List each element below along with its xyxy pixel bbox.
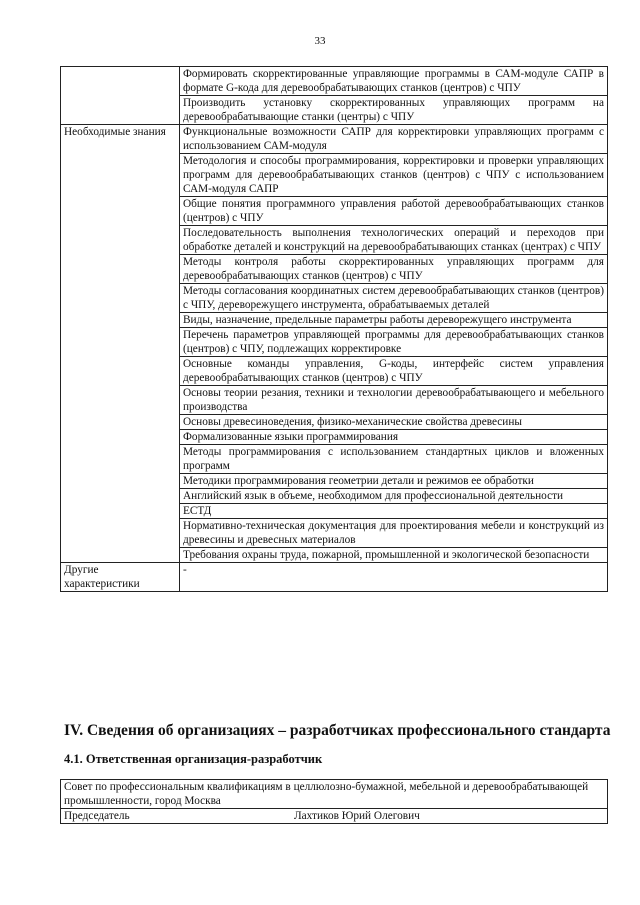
table-cell: Английский язык в объеме, необходимом для профессиональной деятельности — [180, 489, 608, 504]
table-cell: Нормативно-техническая документация для проектирования мебели и конструкций из древесины и древесных материалов — [180, 519, 608, 548]
row-label — [61, 67, 180, 125]
table-row — [61, 125, 608, 154]
table-cell: Методы согласования координатных систем деревообрабатывающих станков (центров) с ЧПУ, дереворежущего инструмента, обрабатываемых деталей — [180, 284, 608, 313]
table-cell: Методы программирования с использованием стандартных циклов и вложенных программ — [180, 445, 608, 474]
table-cell: Методики программирования геометрии детали и режимов ее обработки — [180, 474, 608, 489]
table-cell: Методы контроля работы скорректированных управляющих программ для деревообрабатывающих станков (центров) с ЧПУ — [180, 255, 608, 284]
table-cell: - — [180, 563, 608, 592]
table-cell: Последовательность выполнения технологических операций и переходов при обработке деталей и конструкций на деревообрабатывающих станках (центрах) с ЧПУ — [180, 226, 608, 255]
row-label: Необходимые знания — [61, 125, 180, 563]
table-cell: Перечень параметров управляющей программы для деревообрабатывающих станков (центров) с ЧПУ, подлежащих корректировке — [180, 328, 608, 357]
table-cell: Основные команды управления, G-коды, интерфейс систем управления деревообрабатывающих станков (центров) с ЧПУ — [180, 357, 608, 386]
organization-row — [61, 780, 608, 809]
table-row — [61, 67, 608, 96]
row-label: Другие характеристики — [61, 563, 180, 592]
knowledge-table-body — [61, 67, 608, 592]
knowledge-table — [60, 66, 608, 592]
table-cell: Функциональные возможности САПР для корректировки управляющих программ с использованием САМ-модуля — [180, 125, 608, 154]
table-cell: Требования охраны труда, пожарной, промышленной и экологической безопасности — [180, 548, 608, 563]
table-cell: Формализованные языки программирования — [180, 430, 608, 445]
table-cell: Основы древесиноведения, физико-механические свойства древесины — [180, 415, 608, 430]
table-cell: Общие понятия программного управления работой деревообрабатывающих станков (центров) с ЧПУ — [180, 197, 608, 226]
page-number: 33 — [314, 35, 326, 47]
section-heading: IV. Сведения об организациях – разработчиках профессионального стандарта — [64, 722, 611, 739]
table-cell: Основы теории резания, техники и технологии деревообрабатывающего и мебельного производства — [180, 386, 608, 415]
organization-name: Совет по профессиональным квалификациям в целлюлозно-бумажной, мебельной и деревообрабатывающей промышленности, город Москва — [61, 780, 608, 809]
chair-name: Лахтиков Юрий Олегович — [294, 810, 420, 822]
chair-label: Председатель — [64, 810, 130, 822]
table-cell: Виды, назначение, предельные параметры работы дереворежущего инструмента — [180, 313, 608, 328]
subsection-heading: 4.1. Ответственная организация-разработчик — [64, 752, 323, 766]
table-cell: Формировать скорректированные управляющие программы в САМ-модуле САПР в формате G-кода для деревообрабатывающих станков (центров) с ЧПУ — [180, 67, 608, 96]
table-cell: ЕСТД — [180, 504, 608, 519]
table-cell: Методология и способы программирования, корректировки и проверки управляющих программ для деревообрабатывающих станков (центров) с ЧПУ с использованием САМ-модуля САПР — [180, 154, 608, 197]
organization-table — [60, 779, 608, 824]
table-row — [61, 563, 608, 592]
table-cell: Производить установку скорректированных управляющих программ на деревообрабатывающие станки (центры) с ЧПУ — [180, 96, 608, 125]
chair-cell — [61, 809, 608, 824]
chair-row — [61, 809, 608, 824]
